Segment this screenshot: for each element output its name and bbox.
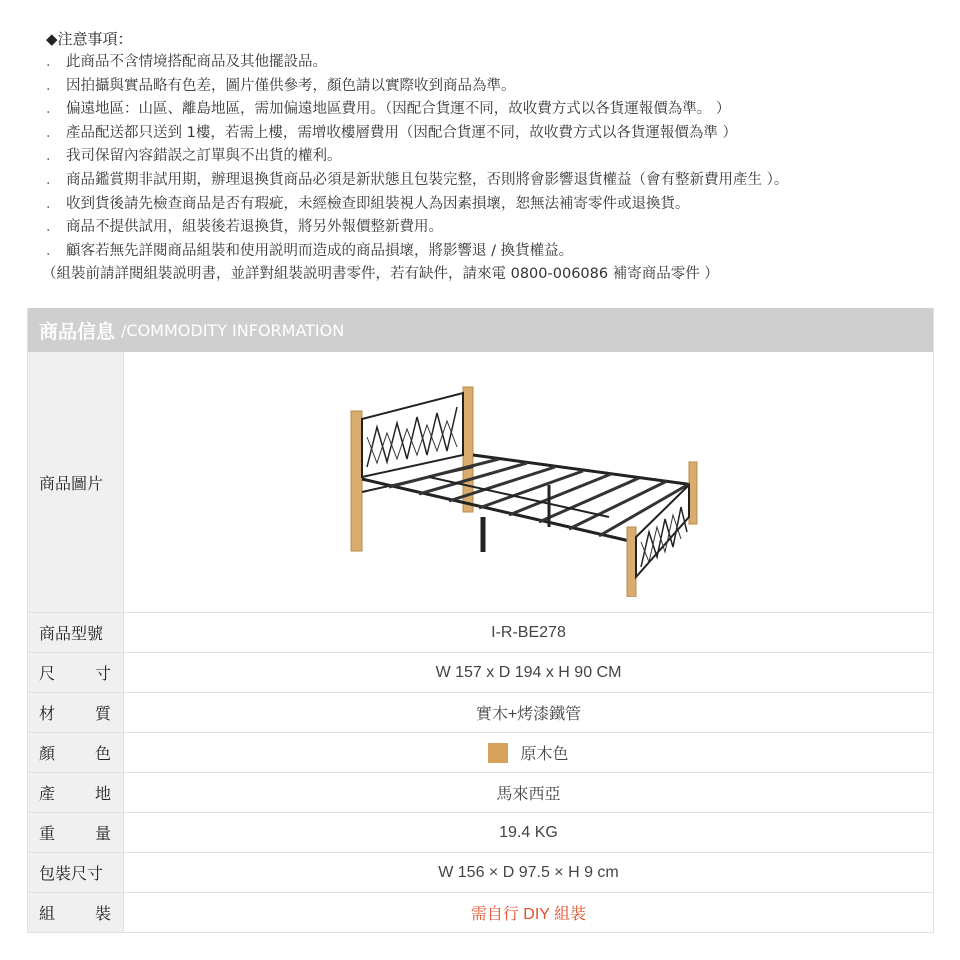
metal-bed-frame-icon: [349, 367, 709, 597]
info-header-zh: 商品信息: [39, 320, 116, 343]
label-char: 量: [94, 824, 111, 843]
note-text: 我司保留內容錯誤之訂單與不出貨的權利。: [66, 148, 342, 165]
row-package-size: [28, 852, 933, 892]
note-text: 商品不提供試用，組裝後若退換貨，將另外報價整新費用。: [66, 219, 443, 236]
bullet: ．: [46, 54, 61, 70]
label-char: 裝: [94, 904, 111, 923]
row-value: W 156 × D 97.5 × H 9 cm: [438, 863, 619, 881]
note-item: [46, 193, 946, 217]
note-text: 因拍攝與實品略有色差，圖片僅供參考，顏色請以實際收到商品為準。: [66, 77, 516, 94]
row-value: 實木+烤漆鐵管: [475, 706, 582, 723]
bullet: ．: [46, 195, 61, 212]
row-color: [28, 732, 933, 772]
row-product-image: [28, 352, 933, 612]
note-text: 收到貨後請先檢查商品是否有瑕疵，未經檢查即組裝視人為因素損壞，恕無法補寄零件或退換貨。: [66, 195, 690, 212]
row-material: [28, 692, 933, 732]
label-char: 顏: [39, 744, 56, 763]
color-name: 原木色: [520, 746, 569, 763]
label-char: 寸: [94, 664, 111, 683]
note-item: [46, 145, 946, 169]
note-item: [46, 169, 946, 193]
row-assembly: [28, 892, 933, 932]
row-label: [28, 773, 124, 812]
commodity-info-table: [27, 308, 934, 933]
row-value: 馬來西亞: [496, 786, 561, 803]
label-char: 色: [94, 744, 111, 763]
bullet: ．: [46, 171, 61, 188]
label-char: 地: [94, 784, 111, 803]
info-header: [28, 308, 933, 352]
row-value: [124, 733, 933, 772]
note-item: [46, 98, 946, 122]
bullet: ．: [46, 242, 61, 259]
bullet: ．: [46, 148, 61, 165]
note-item: [46, 51, 946, 75]
note-text: 商品鑑賞期非試用期，辦理退換貨商品必須是新狀態且包裝完整，否則將會影響退貨權益（會有整新費用產生 ）。: [66, 171, 789, 188]
row-weight: [28, 812, 933, 852]
row-label: [28, 893, 124, 932]
label-char: 產: [39, 784, 56, 803]
label-char: 組: [39, 904, 56, 923]
row-label: [28, 653, 124, 692]
row-label: [28, 733, 124, 772]
row-label: 商品型號: [28, 613, 124, 652]
label-char: 重: [39, 824, 56, 843]
notes-title: ◆注意事項：: [46, 30, 133, 48]
note-item: [46, 75, 946, 99]
row-label: 包裝尺寸: [28, 853, 124, 892]
row-label: [28, 813, 124, 852]
note-text: 產品配送都只送到 1樓，若需上樓，需增收樓層費用（因配合貨運不同，故收費方式以各貨運報價為準 ）: [66, 124, 737, 141]
product-image: [124, 352, 933, 612]
note-item: [46, 216, 946, 240]
note-text: 此商品不含情境搭配商品及其他擺設品。: [66, 54, 327, 70]
note-text: 顧客若無先詳閱商品組裝和使用説明而造成的商品損壞，將影響退 / 換貨權益。: [66, 242, 574, 259]
row-value: W 157 x D 194 x H 90 CM: [435, 663, 622, 681]
row-origin: [28, 772, 933, 812]
bullet: ．: [46, 101, 61, 118]
label-char: 尺: [39, 664, 56, 683]
row-label: 商品圖片: [28, 352, 124, 612]
row-value: I-R-BE278: [491, 623, 566, 641]
label-char: 材: [39, 704, 56, 723]
bullet: ．: [46, 77, 61, 94]
info-header-en: /COMMODITY INFORMATION: [121, 320, 345, 340]
row-label: [28, 693, 124, 732]
note-item: [46, 122, 946, 146]
row-value: 19.4 KG: [499, 823, 558, 841]
row-dimensions: [28, 652, 933, 692]
row-model: [28, 612, 933, 652]
color-swatch: [488, 743, 508, 763]
note-item: [46, 240, 946, 264]
notes-section: [42, 28, 946, 287]
note-assembly-tail: （組裝前請詳閱組裝説明書，並詳對組裝説明書零件，若有缺件，請來電 0800-006086 補寄商品零件 ）: [42, 266, 719, 283]
bullet: ．: [46, 219, 61, 236]
label-char: 質: [94, 704, 111, 723]
note-text: 偏遠地區：山區、離島地區，需加偏遠地區費用。（因配合貨運不同，故收費方式以各貨運報價為準。 ）: [66, 101, 731, 118]
bullet: ．: [46, 124, 61, 141]
row-value: 需自行 DIY 組裝: [470, 906, 587, 923]
